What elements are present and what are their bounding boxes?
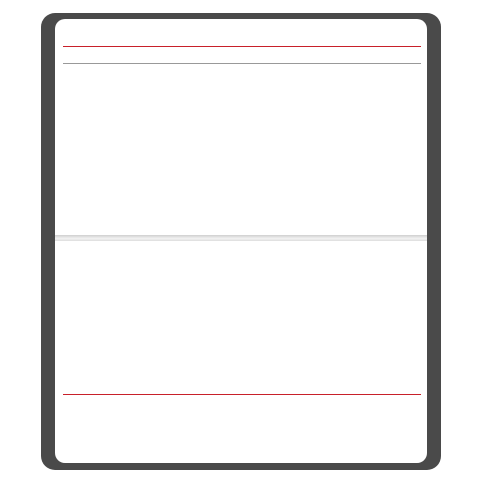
alcohol-title-underline [63, 394, 421, 395]
planner-cover [41, 13, 441, 470]
title-underline [63, 46, 421, 47]
page-top [55, 19, 427, 235]
page-bottom [55, 241, 427, 463]
divider [63, 63, 421, 64]
